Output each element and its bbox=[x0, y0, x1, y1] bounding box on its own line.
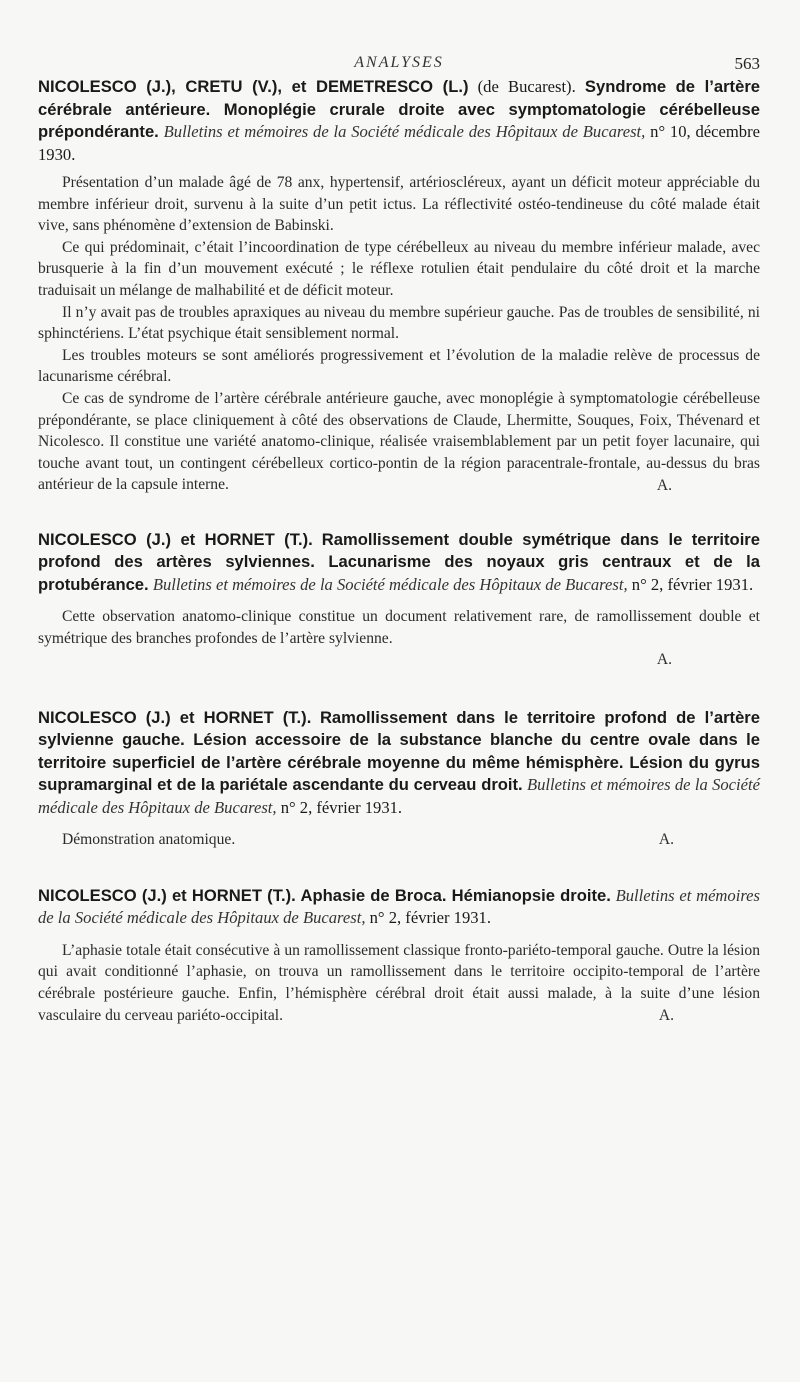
entry-journal: Bulletins et mémoires de la Société médicale des Hôpitaux de Bucarest, bbox=[163, 122, 646, 141]
page-header bbox=[38, 0, 760, 76]
abstract-entry bbox=[38, 707, 760, 851]
entry-paragraph-text: Démonstration anatomique. bbox=[62, 831, 236, 849]
entry-origin: (de Bucarest). bbox=[477, 77, 576, 96]
entry-signature: A. bbox=[656, 476, 672, 494]
running-title: ANALYSES bbox=[354, 54, 444, 71]
entry-title: Syndrome de l’artère cérébrale antérieure. Monoplégie crurale droite avec symptomatologie cérébelleuse prépondérante. bbox=[38, 77, 761, 141]
entry-issue: n° 10, décembre 1930. bbox=[38, 122, 760, 164]
entry-paragraph bbox=[38, 829, 760, 851]
entry-paragraph: Ce cas de syndrome de l’artère cérébrale antérieure gauche, avec monoplégie à symptomatologie cérébelleuse prépondérante, se place cliniquement à côté des observations de Claude, Lhermitte, Souques, Foix, Thévenard et Nicolesco. Il constitue une variété anatomo-clinique, réalisée vraisemblablement par un petit foyer lacunaire, qui touche avant tout, un contingent cérébelleux cortico-pontin de la région paracentrale-frontale, au-dessus du bras antérieur de la capsule interne. bbox=[38, 389, 760, 494]
entry-signature: A. bbox=[658, 1006, 674, 1024]
entry-paragraph: Il n’y avait pas de troubles apraxiques au niveau du membre supérieur gauche. Pas de troubles de sensibilité, ni sphinctériens. L’état psychique était sensiblement normal. bbox=[38, 303, 760, 343]
entry-title: Ramollissement dans le territoire profond de l’artère sylvienne gauche. Lésion accessoire de la substance blanche du centre ovale dans le territoire superficiel de l’artère cérébrale moyenne du même hémisphère. Lésion du gyrus supramarginal et de la pariétale ascendante du cerveau droit. bbox=[38, 707, 760, 795]
entry-journal: Bulletins et mémoires de la Société médicale des Hôpitaux de Bucarest, bbox=[38, 885, 760, 928]
entry-title: Ramollissement double symétrique dans le territoire profond des artères sylviennes. Lacunarisme des noyaux gris centraux et de la protubérance. bbox=[38, 529, 760, 594]
entry-heading bbox=[38, 707, 760, 820]
entry-issue: n° 2, février 1931. bbox=[280, 797, 403, 817]
entry-title: Aphasie de Broca. Hémianopsie droite. bbox=[300, 885, 611, 905]
entry-authors: NICOLESCO (J.) et HORNET (T.). bbox=[38, 707, 312, 727]
abstract-entry bbox=[38, 76, 760, 497]
entry-paragraph-text: L’aphasie totale était consécutive à un ramollissement classique fronto-pariéto-temporal gauche. Outre la lésion qui avait conditionné l’aphasie, on trouva un ramollissement dans le territoire occipito-temporal de l’artère cérébrale postérieure gauche. Enfin, l’hémisphère cérébral droit était aussi malade, à la suite d’une lésion vasculaire du cerveau pariéto-occipital. bbox=[38, 941, 760, 1024]
page-number: 563 bbox=[734, 54, 760, 73]
entry-journal: Bulletins et mémoires de la Société médicale des Hôpitaux de Bucarest, bbox=[152, 574, 628, 594]
entry-authors: NICOLESCO (J.) et HORNET (T.). bbox=[38, 529, 313, 549]
entry-paragraph: Cette observation anatomo-clinique constitue un document relativement rare, de ramollissement double et symétrique des branches profondes de l’artère sylvienne. bbox=[38, 608, 760, 647]
entry-journal: Bulletins et mémoires de la Société médicale des Hôpitaux de Bucarest, bbox=[38, 775, 760, 817]
entry-paragraph bbox=[38, 940, 760, 1026]
page bbox=[38, 0, 760, 1026]
entry-issue: n° 2, février 1931. bbox=[631, 574, 754, 594]
abstract-entry bbox=[38, 529, 760, 671]
entry-issue: n° 2, février 1931. bbox=[369, 908, 491, 928]
entry-heading bbox=[38, 885, 760, 930]
entry-signature: A. bbox=[656, 651, 672, 669]
entry-authors: NICOLESCO (J.) et HORNET (T.). bbox=[38, 885, 296, 905]
entry-signature: A. bbox=[658, 831, 674, 849]
abstract-entry bbox=[38, 885, 760, 1026]
entry-heading bbox=[38, 76, 760, 166]
entry-paragraph: Les troubles moteurs se sont améliorés progressivement et l’évolution de la maladie relève de processus de lacunarisme cérébral. bbox=[38, 346, 760, 386]
entry-authors: NICOLESCO (J.), CRETU (V.), et DEMETRESCO (L.) bbox=[38, 77, 469, 96]
entry-paragraph: Présentation d’un malade âgé de 78 anx, hypertensif, artérioscléreux, ayant un déficit moteur appréciable du membre inférieur droit, survenu à la suite d’un petit ictus. La réflectivité ostéo-tendineuse du côté malade était vive, sans phénomène d’extension de Babinski. bbox=[38, 174, 760, 235]
entry-paragraph: Ce qui prédominait, c’était l’incoordination de type cérébelleux au niveau du membre inférieur malade, avec brusquerie à la fin d’un mouvement exécuté ; le réflexe rotulien était pendulaire du côté droit et la marche traduisait un mélange de malhabilité et de déficit moteur. bbox=[38, 238, 760, 299]
entry-heading bbox=[38, 529, 760, 597]
